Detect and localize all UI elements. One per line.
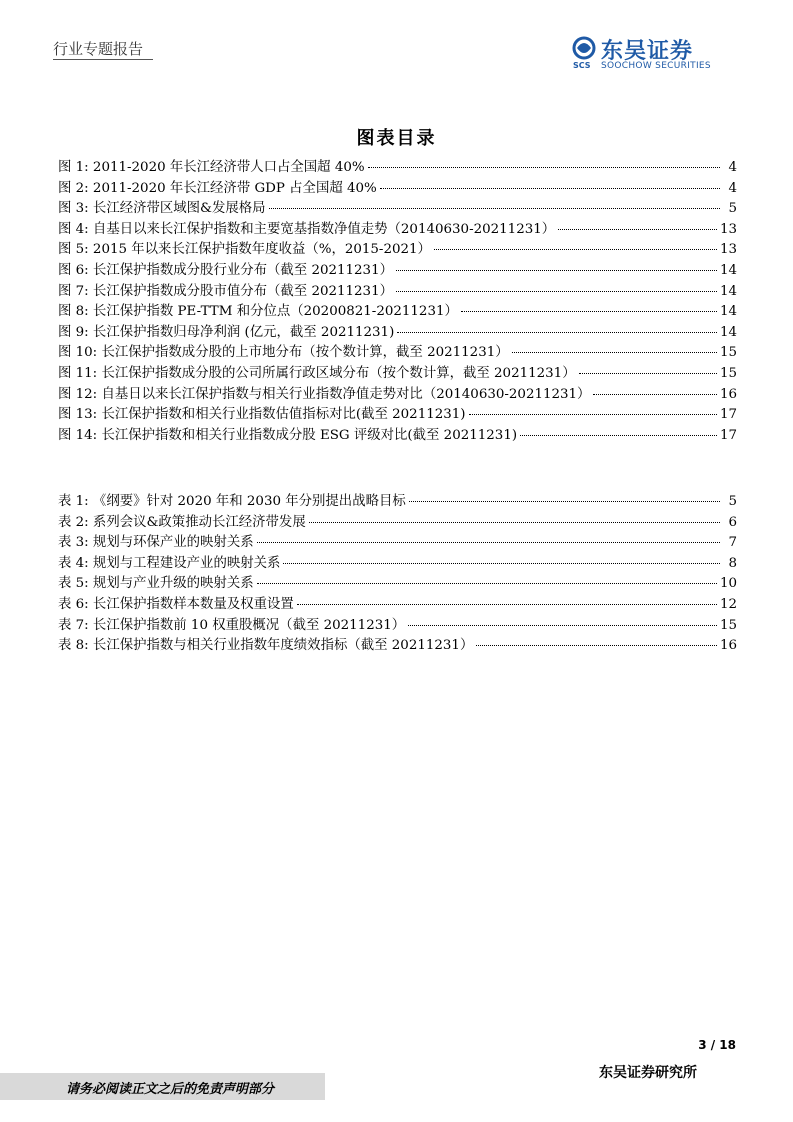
footer-institute: 东吴证券研究所 bbox=[599, 1065, 697, 1081]
toc-leader bbox=[297, 604, 717, 605]
toc-page: 13 bbox=[719, 242, 737, 258]
toc-row[interactable] bbox=[58, 323, 737, 344]
toc-row[interactable] bbox=[58, 595, 737, 616]
toc-leader bbox=[476, 645, 717, 646]
toc-leader bbox=[520, 435, 717, 436]
toc-row[interactable] bbox=[58, 492, 737, 513]
toc-page: 5 bbox=[728, 494, 737, 509]
toc-leader bbox=[368, 167, 720, 168]
toc-row[interactable] bbox=[58, 240, 737, 261]
toc-label: 图 2: 2011-2020 年长江经济带 GDP 占全国超 40% bbox=[58, 180, 377, 196]
toc-row[interactable] bbox=[58, 426, 737, 447]
toc-page: 14 bbox=[719, 304, 737, 320]
toc-leader bbox=[397, 332, 717, 333]
toc-label: 表 1: 《纲要》针对 2020 年和 2030 年分别提出战略目标 bbox=[58, 494, 406, 509]
toc-leader bbox=[469, 414, 717, 415]
table-list bbox=[58, 492, 737, 657]
toc-page: 12 bbox=[719, 596, 737, 612]
toc-leader bbox=[309, 522, 720, 523]
toc-row[interactable] bbox=[58, 261, 737, 282]
toc-row[interactable] bbox=[58, 364, 737, 385]
toc-row[interactable] bbox=[58, 636, 737, 657]
logo-mark: SCS bbox=[573, 61, 591, 70]
toc-page: 14 bbox=[719, 283, 737, 299]
toc-row[interactable] bbox=[58, 574, 737, 595]
toc-page: 6 bbox=[728, 514, 737, 530]
toc-page: 15 bbox=[719, 617, 737, 633]
toc-page: 15 bbox=[719, 365, 737, 381]
toc-page: 8 bbox=[728, 555, 737, 571]
toc-page: 16 bbox=[719, 638, 737, 654]
toc-label: 图 8: 长江保护指数 PE-TTM 和分位点（20200821-20211231） bbox=[58, 304, 458, 320]
toc-label: 图 9: 长江保护指数归母净利润 (亿元，截至 20211231) bbox=[58, 324, 395, 340]
toc-label: 图 6: 长江保护指数成分股行业分布（截至 20211231） bbox=[58, 262, 393, 278]
toc-row[interactable] bbox=[58, 220, 737, 241]
page-number: 3 / 18 bbox=[698, 1038, 736, 1052]
logo-brand-text-en: SOOCHOW SECURITIES bbox=[601, 61, 711, 71]
toc-label: 图 1: 2011-2020 年长江经济带人口占全国超 40% bbox=[58, 160, 365, 175]
toc-label: 表 4: 规划与工程建设产业的映射关系 bbox=[58, 555, 281, 571]
toc-row[interactable] bbox=[58, 158, 737, 179]
toc-label: 图 13: 长江保护指数和相关行业指数估值指标对比(截至 20211231) bbox=[58, 407, 466, 423]
toc-row[interactable] bbox=[58, 533, 737, 554]
toc-page: 17 bbox=[719, 407, 737, 423]
toc-page: 13 bbox=[719, 221, 737, 237]
toc-page: 15 bbox=[719, 345, 737, 361]
company-logo-icon bbox=[571, 36, 597, 60]
toc-label: 图 7: 长江保护指数成分股市值分布（截至 20211231） bbox=[58, 283, 393, 299]
page-title: 图表目录 bbox=[356, 128, 437, 149]
toc-page: 4 bbox=[728, 180, 737, 196]
toc-leader bbox=[409, 501, 720, 502]
toc-page: 14 bbox=[719, 262, 737, 278]
header-underline bbox=[53, 59, 153, 60]
toc-page: 10 bbox=[719, 576, 737, 592]
toc-leader bbox=[257, 583, 717, 584]
toc-row[interactable] bbox=[58, 513, 737, 534]
footer-disclaimer: 请务必阅读正文之后的免责声明部分 bbox=[66, 1082, 275, 1097]
toc-page: 7 bbox=[728, 535, 737, 551]
toc-page: 17 bbox=[719, 427, 737, 443]
toc-page: 14 bbox=[719, 324, 737, 340]
toc-leader bbox=[593, 394, 717, 395]
toc-label: 图 10: 长江保护指数成分股的上市地分布（按个数计算，截至 20211231） bbox=[58, 345, 509, 361]
toc-leader bbox=[283, 563, 720, 564]
toc-leader bbox=[408, 625, 717, 626]
toc-leader bbox=[396, 270, 717, 271]
toc-label: 表 5: 规划与产业升级的映射关系 bbox=[58, 576, 254, 592]
toc-label: 表 6: 长江保护指数样本数量及权重设置 bbox=[58, 596, 294, 612]
toc-row[interactable] bbox=[58, 302, 737, 323]
toc-label: 图 4: 自基日以来长江保护指数和主要宽基指数净值走势（20140630-20211231） bbox=[58, 221, 556, 237]
company-logo bbox=[571, 34, 736, 74]
toc-row[interactable] bbox=[58, 179, 737, 200]
toc-label: 表 8: 长江保护指数与相关行业指数年度绩效指标（截至 20211231） bbox=[58, 638, 474, 654]
toc-leader bbox=[512, 352, 717, 353]
toc-leader bbox=[380, 188, 720, 189]
toc-row[interactable] bbox=[58, 282, 737, 303]
toc-page: 5 bbox=[728, 201, 737, 217]
toc-row[interactable] bbox=[58, 554, 737, 575]
toc-row[interactable] bbox=[58, 343, 737, 364]
toc-label: 图 12: 自基日以来长江保护指数与相关行业指数净值走势对比（20140630-20211231） bbox=[58, 386, 591, 402]
figure-list bbox=[58, 158, 737, 446]
toc-label: 表 7: 长江保护指数前 10 权重股概况（截至 20211231） bbox=[58, 617, 406, 633]
toc-leader bbox=[269, 208, 720, 209]
report-type-label: 行业专题报告 bbox=[53, 40, 144, 58]
toc-page: 16 bbox=[719, 386, 737, 402]
toc-label: 表 2: 系列会议&政策推动长江经济带发展 bbox=[58, 514, 306, 530]
toc-leader bbox=[434, 249, 717, 250]
toc-label: 表 3: 规划与环保产业的映射关系 bbox=[58, 535, 254, 551]
toc-page: 4 bbox=[728, 160, 737, 175]
toc-leader bbox=[257, 542, 720, 543]
toc-leader bbox=[579, 373, 717, 374]
toc-label: 图 11: 长江保护指数成分股的公司所属行政区域分布（按个数计算，截至 20211231） bbox=[58, 365, 576, 381]
logo-brand-text: 东吴证券 bbox=[601, 39, 694, 64]
toc-leader bbox=[461, 311, 717, 312]
toc-leader bbox=[396, 291, 717, 292]
toc-label: 图 5: 2015 年以来长江保护指数年度收益（%，2015-2021） bbox=[58, 242, 431, 258]
toc-row[interactable] bbox=[58, 199, 737, 220]
toc-leader bbox=[558, 229, 717, 230]
toc-row[interactable] bbox=[58, 616, 737, 637]
toc-row[interactable] bbox=[58, 405, 737, 426]
toc-row[interactable] bbox=[58, 385, 737, 406]
toc-label: 图 14: 长江保护指数和相关行业指数成分股 ESG 评级对比(截至 20211231) bbox=[58, 427, 518, 443]
toc-label: 图 3: 长江经济带区域图&发展格局 bbox=[58, 201, 266, 217]
